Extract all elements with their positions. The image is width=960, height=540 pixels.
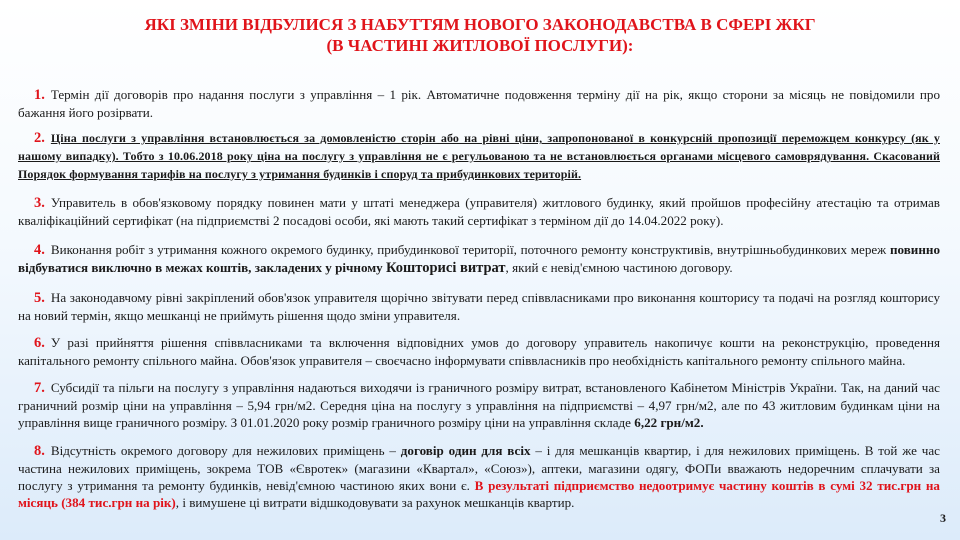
item-text-highlight: В результаті підприємство недоотримує частину коштів в сумі 32 тис.грн на місяць (384 тис.грн на рік) (18, 477, 940, 510)
item-text-part: Субсидії та пільги на послугу з управління надаються виходячи із граничного розміру витрат, встановленого Кабінетом Міністрів України. Так, на даний час граничний розмір ціни на управління – 5,94 грн/м2. Середня ціна на послугу з управління на підприємстві – 4,97 грн/м2, але по 43 житловим будинкам ціни на управління вище граничного розміру. З 01.01.2020 року розмір граничного розміру ціни на управління складе (18, 379, 940, 430)
list-item-8 (18, 442, 940, 511)
item-number: 8. (34, 442, 45, 459)
item-text-part: – і для мешканців квартир, і для нежилових приміщень. В той же час частина нежилових приміщень, зокрема ТОВ «Євротек» (магазини «Квартал», «Союз»), аптеки, магазини одягу, ФОПи вважають недоречним сплачувати за послугу з утримання та ремонту будинків, невід'ємною частиною яких вони є. (18, 442, 940, 493)
item-number: 6. (34, 334, 45, 351)
item-number: 3. (34, 194, 45, 211)
item-text-part: Відсутність окремого договору для нежилових приміщень – (50, 442, 401, 458)
list-item-5 (18, 289, 940, 324)
item-text-bold: повинно відбуватися виключно в межах коштів, закладених у річному (18, 241, 940, 275)
item-text: Ціна послуги з управління встановлюється за домовленістю сторін або на рівні ціни, запропонованої в конкурсній пропозиції переможцем конкурсу (як у нашому випадку). Тобто з 10.06.2018 року ціна на послугу з управління не є регульованою та не встановлюється органами місцевого самоврядування. Скасований Порядок формування тарифів на послугу з утримання будинків і споруд та прибудинкових територій. (18, 131, 940, 181)
item-text-bold: договір один для всіх (400, 442, 531, 458)
item-text-part: Виконання робіт з утримання кожного окремого будинку, прибудинкової території, поточного ремонту конструктивів, внутрішньобудинкових мереж (50, 241, 890, 257)
item-number: 5. (34, 289, 45, 306)
slide-title (0, 14, 960, 56)
title-line-1: ЯКІ ЗМІНИ ВІДБУЛИСЯ З НАБУТТЯМ НОВОГО ЗАКОНОДАВСТВА В СФЕРІ ЖКГ (144, 15, 816, 34)
item-text: Термін дії договорів про надання послуги з управління – 1 рік. Автоматичне подовження терміну дії на рік, якщо сторони за місяць не повідомили про бажання його розірвати. (18, 87, 940, 120)
list-item-1 (18, 86, 940, 121)
item-number: 2. (34, 130, 45, 146)
list-item-3 (18, 194, 940, 229)
item-text: Управитель в обов'язковому порядку повинен мати у штаті менеджера (управителя) житлового будинку, який пройшов професійну атестацію та отримав кваліфікаційний сертифікат (на підприємстві 2 посадові особи, які мають такий сертифікат з терміном дії до 14.04.2022 року). (18, 194, 940, 228)
item-text-bold-large: Кошторисі витрат (386, 259, 506, 276)
list-item-7 (18, 379, 940, 431)
list-item-6 (18, 334, 940, 369)
item-number: 7. (34, 379, 45, 396)
item-number: 4. (34, 241, 45, 258)
item-text: На законодавчому рівні закріплений обов'язок управителя щорічно звітувати перед співвласниками про виконання кошторису та подачі на розгляд кошторису на новий термін, якщо мешканці не приймуть рішення щодо зміни управителя. (18, 289, 940, 323)
content-list (18, 86, 940, 511)
item-text: У разі прийняття рішення співвласниками та включення відповідних умов до договору управитель накопичує кошти на реконструкцію, проведення капітального ремонту спільного майна. Обов'язок управителя – своєчасно інформувати співвласників про необхідність капітального ремонту спільного майна. (18, 334, 940, 368)
page-number: 3 (940, 511, 946, 525)
title-line-2: (В ЧАСТИНІ ЖИТЛОВОЇ ПОСЛУГИ): (326, 36, 634, 55)
list-item-2 (18, 129, 940, 183)
item-number: 1. (34, 87, 45, 103)
item-text-part: , і вимушене ці витрати відшкодовувати за рахунок мешканців квартир. (175, 494, 575, 510)
item-text-part: , який є невід'ємною частиною договору. (505, 259, 733, 275)
item-text-bold: 6,22 грн/м2. (634, 414, 704, 430)
list-item-4 (18, 241, 940, 277)
